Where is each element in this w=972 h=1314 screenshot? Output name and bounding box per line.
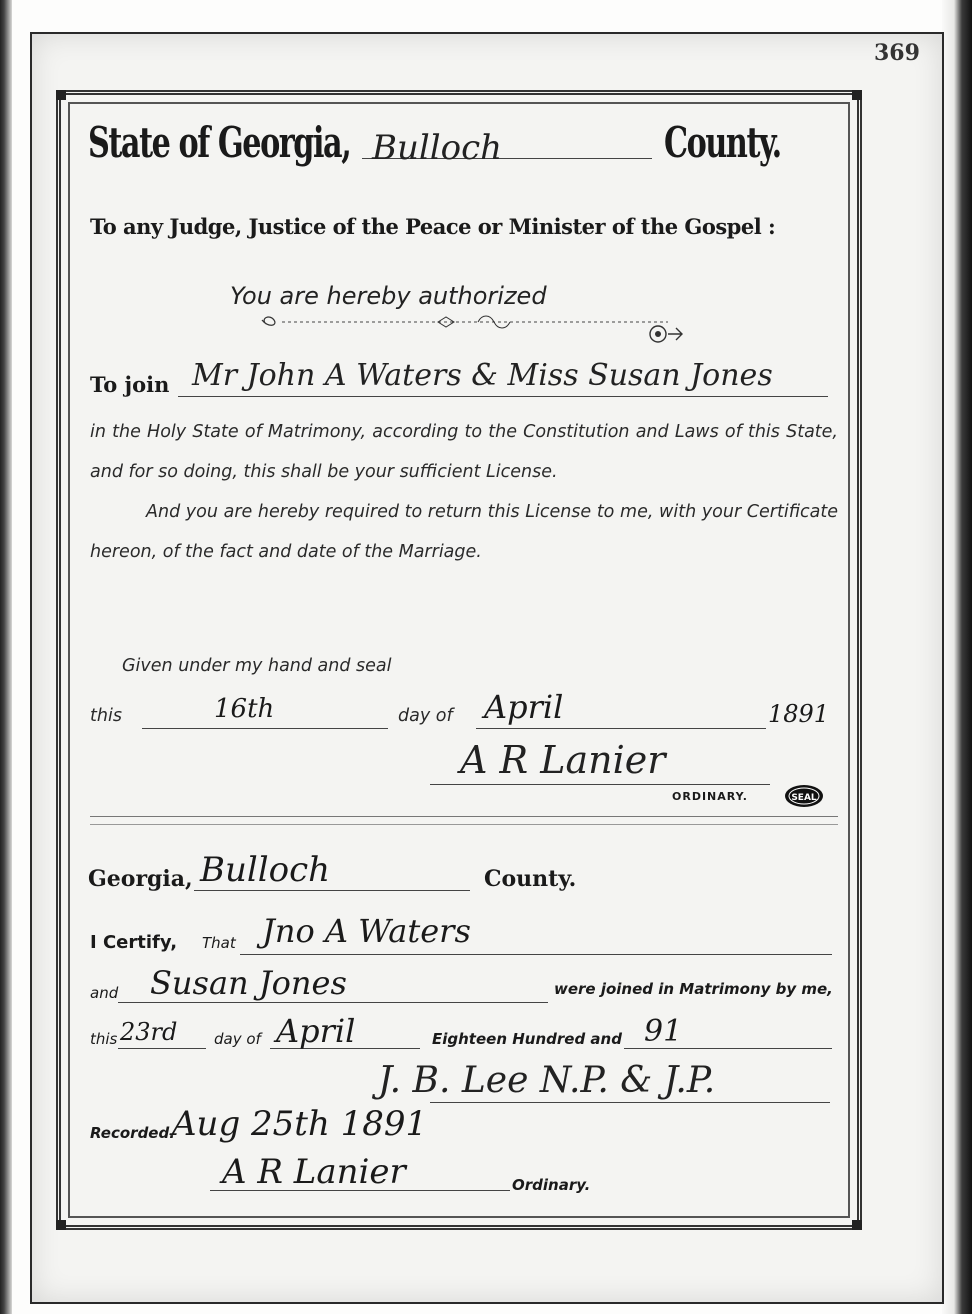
title-county: County. (664, 118, 781, 167)
license-year: 1891 (768, 700, 830, 728)
eighteen-hundred-label: Eighteen Hundred and (432, 1030, 622, 1048)
seal-label: SEAL (791, 793, 817, 803)
license-body (90, 412, 838, 572)
license-day: 16th (214, 694, 275, 724)
that-label: That (202, 934, 236, 952)
officiant-signature: J. B. Lee N.P. & J.P. (378, 1060, 716, 1101)
bride-underline (118, 1002, 548, 1003)
border-corner (852, 1220, 862, 1230)
join-underline (178, 396, 828, 397)
recording-ordinary-signature: A R Lanier (222, 1152, 406, 1192)
cert-day-of-label: day of (214, 1030, 261, 1048)
title-state: State of Georgia, (88, 118, 351, 167)
joined-label: were joined in Matrimony by me, (554, 980, 833, 998)
certify-label: I Certify, (90, 932, 178, 953)
and-label: and (90, 984, 119, 1002)
ordinary-label: ORDINARY. (672, 790, 748, 803)
section-divider (90, 824, 838, 825)
groom-name: Jno A Waters (262, 912, 471, 950)
license-month: April (484, 688, 564, 726)
signature-underline (430, 784, 770, 785)
body-paragraph-1: in the Holy State of Matrimony, according to the Constitution and Laws of this State, and for so doing, this shall be your sufficient License. (90, 422, 838, 482)
cert-county-underline (194, 890, 470, 891)
cert-this-label: this (90, 1030, 118, 1048)
seal-icon (782, 782, 826, 810)
section-divider (90, 816, 838, 817)
cert-year: 91 (644, 1014, 683, 1049)
day-of-label: day of (398, 706, 453, 726)
flourish-ornament (258, 312, 688, 352)
bride-name: Susan Jones (150, 964, 347, 1002)
addressee-line: To any Judge, Justice of the Peace or Minister of the Gospel : (90, 214, 776, 239)
ordinary-signature: A R Lanier (460, 738, 666, 782)
recording-ordinary-label: Ordinary. (512, 1176, 591, 1194)
scan-edge-right (942, 0, 972, 1314)
groom-underline (240, 954, 832, 955)
cert-month: April (276, 1012, 356, 1050)
join-label: To join (90, 372, 170, 397)
day-underline (142, 728, 388, 729)
cert-day-underline (118, 1048, 206, 1049)
cert-georgia-label: Georgia, (88, 866, 193, 892)
cert-county-value: Bulloch (200, 850, 331, 890)
border-corner (852, 90, 862, 100)
couple-names: Mr John A Waters & Miss Susan Jones (192, 358, 773, 393)
county-value: Bulloch (372, 128, 503, 168)
authorized-heading: You are hereby authorized (230, 282, 547, 310)
cert-day: 23rd (120, 1018, 178, 1046)
cert-county-label: County. (484, 866, 577, 892)
month-underline (476, 728, 766, 729)
page-number: 369 (874, 40, 920, 66)
recording-underline (210, 1190, 510, 1191)
scan-edge-left (0, 0, 12, 1314)
officiant-underline (430, 1102, 830, 1103)
recorded-date: Aug 25th 1891 (172, 1104, 428, 1144)
border-corner (56, 90, 66, 100)
body-paragraph-2: And you are hereby required to return this License to me, with your Certificate hereon, of the fact and date of the Marriage. (90, 502, 838, 562)
border-corner (56, 1220, 66, 1230)
recorded-label: Recorded. (90, 1124, 175, 1142)
this-label: this (90, 706, 122, 726)
given-under-hand: Given under my hand and seal (122, 656, 392, 676)
